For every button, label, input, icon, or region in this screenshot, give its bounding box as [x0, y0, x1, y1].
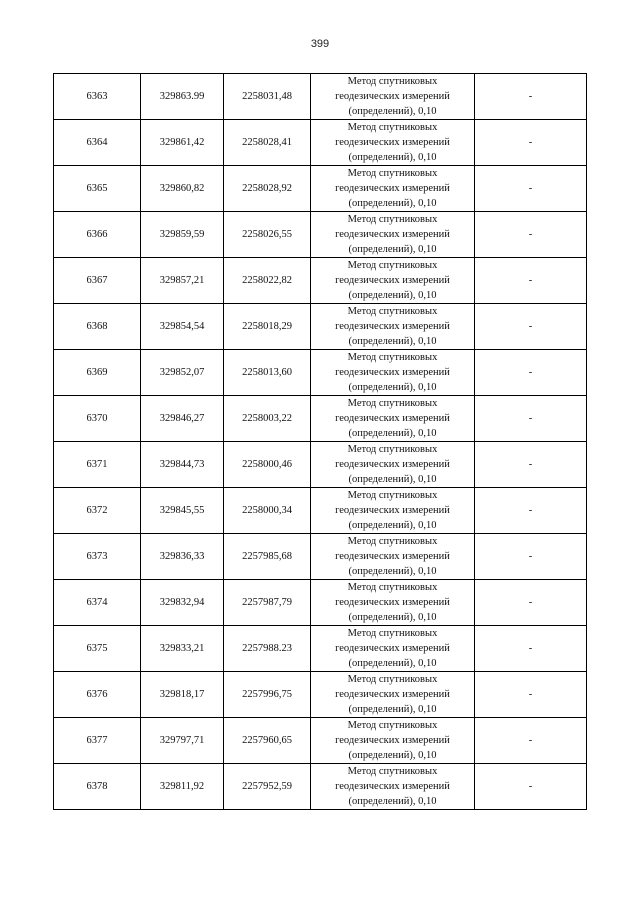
dash-cell: -	[475, 626, 587, 672]
method-text-line: (определений), 0,10	[348, 612, 437, 623]
point-number-cell: 6376	[54, 672, 141, 718]
point-number-cell: 6370	[54, 396, 141, 442]
method-text-line: Метод спутниковых	[347, 122, 438, 133]
point-number-cell: 6367	[54, 258, 141, 304]
point-number-cell: 6372	[54, 488, 141, 534]
method-text-line: геодезических измерений	[335, 781, 450, 792]
y-coordinate-cell: 2257952,59	[224, 764, 311, 810]
y-coordinate-cell: 2257985,68	[224, 534, 311, 580]
point-number-cell: 6373	[54, 534, 141, 580]
dash-cell: -	[475, 718, 587, 764]
table-row	[54, 580, 587, 626]
table-row	[54, 258, 587, 304]
dash-cell: -	[475, 258, 587, 304]
method-text-line: Метод спутниковых	[347, 168, 438, 179]
method-text-line: (определений), 0,10	[348, 796, 437, 807]
method-text-line: геодезических измерений	[335, 505, 450, 516]
method-text-line: (определений), 0,10	[348, 152, 437, 163]
method-text-line: геодезических измерений	[335, 459, 450, 470]
y-coordinate-cell: 2258013,60	[224, 350, 311, 396]
x-coordinate-cell: 329861,42	[141, 120, 224, 166]
x-coordinate-cell: 329818,17	[141, 672, 224, 718]
y-coordinate-cell: 2258018,29	[224, 304, 311, 350]
y-coordinate-cell: 2257960,65	[224, 718, 311, 764]
method-text-line: Метод спутниковых	[347, 306, 438, 317]
method-text-line: геодезических измерений	[335, 413, 450, 424]
x-coordinate-cell: 329844,73	[141, 442, 224, 488]
method-text-line: геодезических измерений	[335, 551, 450, 562]
dash-cell: -	[475, 580, 587, 626]
method-text-line: (определений), 0,10	[348, 658, 437, 669]
dash-cell: -	[475, 304, 587, 350]
dash-cell: -	[475, 396, 587, 442]
dash-cell: -	[475, 442, 587, 488]
coordinates-table-body	[54, 74, 587, 810]
y-coordinate-cell: 2258026,55	[224, 212, 311, 258]
y-coordinate-cell: 2258031,48	[224, 74, 311, 120]
page-number: 399	[310, 38, 330, 50]
method-text-line: Метод спутниковых	[347, 398, 438, 409]
coordinates-table	[53, 73, 587, 810]
point-number-cell: 6366	[54, 212, 141, 258]
x-coordinate-cell: 329854,54	[141, 304, 224, 350]
dash-cell: -	[475, 534, 587, 580]
dash-cell: -	[475, 764, 587, 810]
method-text-line: Метод спутниковых	[347, 628, 438, 639]
y-coordinate-cell: 2258028,41	[224, 120, 311, 166]
x-coordinate-cell: 329845,55	[141, 488, 224, 534]
method-text-line: Метод спутниковых	[347, 766, 438, 777]
method-cell	[311, 258, 475, 304]
method-text-line: (определений), 0,10	[348, 382, 437, 393]
x-coordinate-cell: 329836,33	[141, 534, 224, 580]
method-text-line: Метод спутниковых	[347, 536, 438, 547]
method-text-line: Метод спутниковых	[347, 490, 438, 501]
y-coordinate-cell: 2257988.23	[224, 626, 311, 672]
dash-cell: -	[475, 488, 587, 534]
method-cell	[311, 580, 475, 626]
method-text-line: Метод спутниковых	[347, 352, 438, 363]
point-number-cell: 6369	[54, 350, 141, 396]
method-text-line: Метод спутниковых	[347, 674, 438, 685]
table-row	[54, 396, 587, 442]
x-coordinate-cell: 329859,59	[141, 212, 224, 258]
method-text-line: (определений), 0,10	[348, 566, 437, 577]
method-text-line: (определений), 0,10	[348, 750, 437, 761]
table-row	[54, 626, 587, 672]
x-coordinate-cell: 329797,71	[141, 718, 224, 764]
x-coordinate-cell: 329833,21	[141, 626, 224, 672]
method-text-line: геодезических измерений	[335, 275, 450, 286]
dash-cell: -	[475, 166, 587, 212]
point-number-cell: 6375	[54, 626, 141, 672]
method-text-line: (определений), 0,10	[348, 106, 437, 117]
table-row	[54, 488, 587, 534]
point-number-cell: 6365	[54, 166, 141, 212]
method-text-line: геодезических измерений	[335, 183, 450, 194]
table-row	[54, 442, 587, 488]
method-cell	[311, 350, 475, 396]
method-text-line: Метод спутниковых	[347, 76, 438, 87]
dash-cell: -	[475, 120, 587, 166]
method-text-line: геодезических измерений	[335, 91, 450, 102]
method-cell	[311, 442, 475, 488]
method-text-line: Метод спутниковых	[347, 582, 438, 593]
method-text-line: геодезических измерений	[335, 735, 450, 746]
point-number-cell: 6363	[54, 74, 141, 120]
point-number-cell: 6378	[54, 764, 141, 810]
table-row	[54, 166, 587, 212]
method-text-line: (определений), 0,10	[348, 428, 437, 439]
table-row	[54, 534, 587, 580]
method-text-line: (определений), 0,10	[348, 198, 437, 209]
method-text-line: геодезических измерений	[335, 321, 450, 332]
method-text-line: Метод спутниковых	[347, 444, 438, 455]
method-text-line: (определений), 0,10	[348, 244, 437, 255]
x-coordinate-cell: 329860,82	[141, 166, 224, 212]
method-cell	[311, 166, 475, 212]
method-cell	[311, 396, 475, 442]
method-text-line: геодезических измерений	[335, 689, 450, 700]
method-text-line: (определений), 0,10	[348, 520, 437, 531]
method-text-line: Метод спутниковых	[347, 720, 438, 731]
y-coordinate-cell: 2258022,82	[224, 258, 311, 304]
method-text-line: (определений), 0,10	[348, 704, 437, 715]
point-number-cell: 6364	[54, 120, 141, 166]
y-coordinate-cell: 2258000,46	[224, 442, 311, 488]
y-coordinate-cell: 2258003,22	[224, 396, 311, 442]
method-cell	[311, 212, 475, 258]
table-row	[54, 212, 587, 258]
table-row	[54, 74, 587, 120]
table-row	[54, 764, 587, 810]
point-number-cell: 6374	[54, 580, 141, 626]
x-coordinate-cell: 329863.99	[141, 74, 224, 120]
method-cell	[311, 764, 475, 810]
method-cell	[311, 672, 475, 718]
method-text-line: геодезических измерений	[335, 137, 450, 148]
x-coordinate-cell: 329852,07	[141, 350, 224, 396]
method-cell	[311, 626, 475, 672]
method-cell	[311, 488, 475, 534]
point-number-cell: 6377	[54, 718, 141, 764]
table-row	[54, 718, 587, 764]
y-coordinate-cell: 2258028,92	[224, 166, 311, 212]
method-cell	[311, 534, 475, 580]
y-coordinate-cell: 2258000,34	[224, 488, 311, 534]
x-coordinate-cell: 329811,92	[141, 764, 224, 810]
dash-cell: -	[475, 74, 587, 120]
y-coordinate-cell: 2257987,79	[224, 580, 311, 626]
method-cell	[311, 304, 475, 350]
method-text-line: геодезических измерений	[335, 597, 450, 608]
method-cell	[311, 120, 475, 166]
x-coordinate-cell: 329832,94	[141, 580, 224, 626]
dash-cell: -	[475, 350, 587, 396]
table-row	[54, 120, 587, 166]
method-text-line: (определений), 0,10	[348, 474, 437, 485]
table-row	[54, 304, 587, 350]
method-text-line: геодезических измерений	[335, 643, 450, 654]
table-row	[54, 672, 587, 718]
point-number-cell: 6371	[54, 442, 141, 488]
dash-cell: -	[475, 212, 587, 258]
method-text-line: (определений), 0,10	[348, 290, 437, 301]
method-text-line: (определений), 0,10	[348, 336, 437, 347]
x-coordinate-cell: 329846,27	[141, 396, 224, 442]
method-cell	[311, 74, 475, 120]
method-text-line: геодезических измерений	[335, 367, 450, 378]
table-row	[54, 350, 587, 396]
y-coordinate-cell: 2257996,75	[224, 672, 311, 718]
point-number-cell: 6368	[54, 304, 141, 350]
dash-cell: -	[475, 672, 587, 718]
method-text-line: геодезических измерений	[335, 229, 450, 240]
method-text-line: Метод спутниковых	[347, 214, 438, 225]
method-cell	[311, 718, 475, 764]
method-text-line: Метод спутниковых	[347, 260, 438, 271]
x-coordinate-cell: 329857,21	[141, 258, 224, 304]
